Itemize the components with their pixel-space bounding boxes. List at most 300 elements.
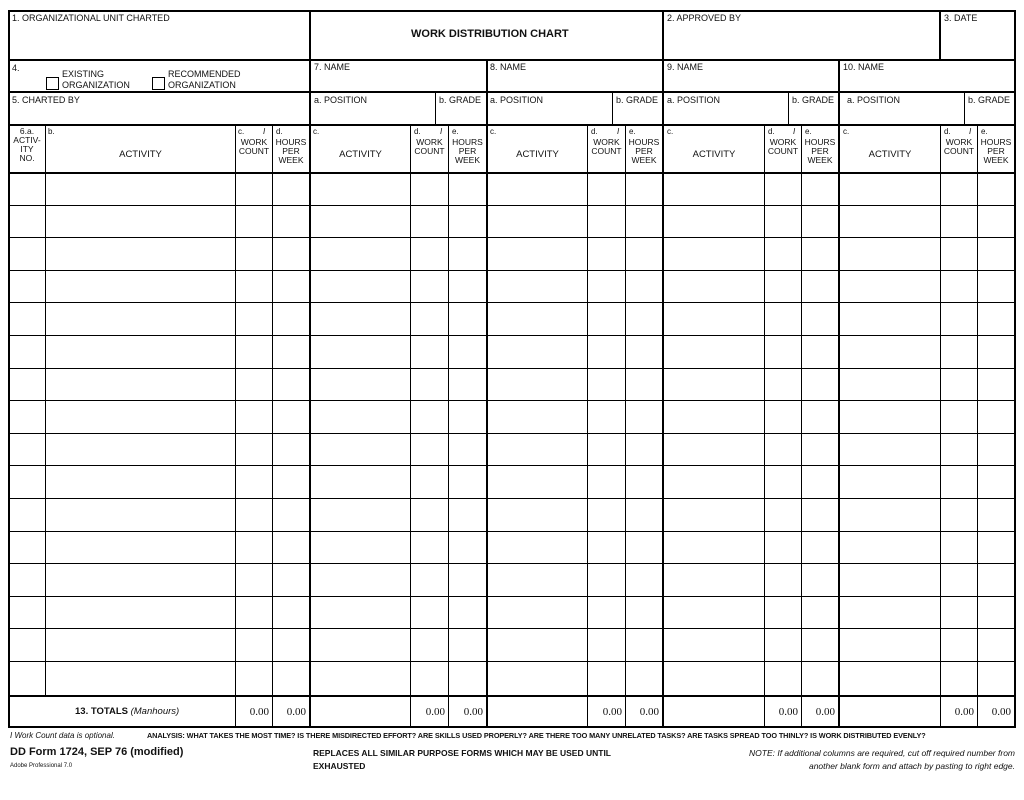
work-count-7-cell[interactable] (411, 630, 446, 660)
hours-10-cell[interactable] (978, 239, 1012, 269)
name-field-8[interactable] (490, 73, 658, 89)
activity-cell[interactable] (46, 402, 233, 432)
name-label-10: 10. NAME (843, 62, 885, 72)
work-count-7-cell[interactable] (411, 207, 446, 237)
hours-9-cell[interactable] (802, 239, 836, 269)
activity-8-cell[interactable] (488, 663, 585, 693)
hours-10-cell[interactable] (978, 304, 1012, 334)
work-count-8-cell[interactable] (588, 630, 623, 660)
hours-cell[interactable] (273, 500, 307, 530)
activity-cell[interactable] (46, 467, 233, 497)
hours-9-cell[interactable] (802, 500, 836, 530)
row-divider (8, 302, 1016, 303)
activity-no-cell[interactable] (10, 239, 43, 269)
work-count-10-cell[interactable] (941, 533, 975, 563)
activity-7-cell[interactable] (311, 272, 408, 302)
activity-8-cell[interactable] (488, 565, 585, 595)
activity-9-cell[interactable] (664, 402, 762, 432)
hours-9-cell[interactable] (802, 272, 836, 302)
activity-9-cell[interactable] (664, 565, 762, 595)
activity-7-cell[interactable] (311, 500, 408, 530)
work-count-9-cell[interactable] (765, 500, 799, 530)
position-label-8: a. POSITION (490, 95, 544, 105)
work-count-9-cell[interactable] (765, 304, 799, 334)
col-10e-letter: e. (981, 127, 988, 136)
hours-7-cell[interactable] (449, 174, 484, 204)
hours-10-cell[interactable] (978, 174, 1012, 204)
hours-8-cell[interactable] (626, 402, 660, 432)
hours-10-cell[interactable] (978, 467, 1012, 497)
activity-7-cell[interactable] (311, 207, 408, 237)
hours-cell[interactable] (273, 435, 307, 465)
hours-7-cell[interactable] (449, 402, 484, 432)
hours-8-cell[interactable] (626, 565, 660, 595)
hours-8-cell[interactable] (626, 337, 660, 367)
activity-7-cell[interactable] (311, 533, 408, 563)
activity-10-cell[interactable] (840, 630, 938, 660)
work-count-7-cell[interactable] (411, 565, 446, 595)
activity-10-cell[interactable] (840, 402, 938, 432)
hours-8-cell[interactable] (626, 500, 660, 530)
work-count-8-cell[interactable] (588, 239, 623, 269)
col-9d-letter: d. (768, 127, 775, 136)
activity-10-cell[interactable] (840, 174, 938, 204)
activity-7-cell[interactable] (311, 663, 408, 693)
work-count-7-cell[interactable] (411, 598, 446, 628)
row-divider (8, 368, 1016, 369)
activity-7-cell[interactable] (311, 402, 408, 432)
hours-per-week-header-9: HOURS PER WEEK (804, 137, 836, 165)
activity-9-cell[interactable] (664, 435, 762, 465)
recommended-label: RECOMMENDED (168, 69, 241, 79)
activity-10-cell[interactable] (840, 565, 938, 595)
work-count-cell[interactable] (236, 663, 270, 693)
work-count-7-cell[interactable] (411, 663, 446, 693)
activity-no-cell[interactable] (10, 272, 43, 302)
work-count-9-cell[interactable] (765, 663, 799, 693)
hours-9-cell[interactable] (802, 304, 836, 334)
work-count-8-cell[interactable] (588, 598, 623, 628)
activity-7-cell[interactable] (311, 467, 408, 497)
activity-8-cell[interactable] (488, 630, 585, 660)
col-9e-letter: e. (805, 127, 812, 136)
activity-cell[interactable] (46, 304, 233, 334)
activity-cell[interactable] (46, 663, 233, 693)
activity-no-cell[interactable] (10, 174, 43, 204)
activity-no-cell[interactable] (10, 533, 43, 563)
hours-10-cell[interactable] (978, 598, 1012, 628)
activity-no-header: 6.a. ACTIV- ITY NO. (13, 126, 41, 163)
work-count-10-cell[interactable] (941, 630, 975, 660)
border-top (8, 10, 1016, 12)
hours-cell[interactable] (273, 337, 307, 367)
activity-no-cell[interactable] (10, 370, 43, 400)
activity-8-cell[interactable] (488, 207, 585, 237)
work-count-8-cell[interactable] (588, 174, 623, 204)
work-count-8-cell[interactable] (588, 370, 623, 400)
hours-7-cell[interactable] (449, 598, 484, 628)
col-8d-letter: d. (591, 127, 598, 136)
activity-cell[interactable] (46, 272, 233, 302)
activity-cell[interactable] (46, 337, 233, 367)
work-count-8-cell[interactable] (588, 467, 623, 497)
name-field-10[interactable] (843, 73, 1011, 89)
hours-8-cell[interactable] (626, 207, 660, 237)
hours-cell[interactable] (273, 272, 307, 302)
hours-9-cell[interactable] (802, 565, 836, 595)
work-count-9-cell[interactable] (765, 565, 799, 595)
activity-8-cell[interactable] (488, 239, 585, 269)
activity-9-cell[interactable] (664, 304, 762, 334)
work-count-cell[interactable] (236, 630, 270, 660)
name-field-9[interactable] (667, 73, 835, 89)
field-4-label: 4. (12, 63, 20, 73)
activity-10-cell[interactable] (840, 467, 938, 497)
hours-7-cell[interactable] (449, 533, 484, 563)
hours-10-cell[interactable] (978, 207, 1012, 237)
hours-10-cell[interactable] (978, 272, 1012, 302)
activity-10-cell[interactable] (840, 207, 938, 237)
work-count-cell[interactable] (236, 500, 270, 530)
work-count-9-cell[interactable] (765, 402, 799, 432)
hours-8-cell[interactable] (626, 663, 660, 693)
hours-7-cell[interactable] (449, 239, 484, 269)
hours-7-cell[interactable] (449, 337, 484, 367)
hours-9-cell[interactable] (802, 337, 836, 367)
hours-9-cell[interactable] (802, 533, 836, 563)
work-count-8-cell[interactable] (588, 663, 623, 693)
hours-9-cell[interactable] (802, 598, 836, 628)
activity-10-cell[interactable] (840, 598, 938, 628)
hours-7-cell[interactable] (449, 435, 484, 465)
date-field[interactable] (944, 24, 1010, 56)
work-count-7-cell[interactable] (411, 533, 446, 563)
hours-7-cell[interactable] (449, 207, 484, 237)
hours-8-cell[interactable] (626, 533, 660, 563)
activity-cell[interactable] (46, 500, 233, 530)
activity-no-cell[interactable] (10, 337, 43, 367)
activity-9-cell[interactable] (664, 663, 762, 693)
activity-10-cell[interactable] (840, 304, 938, 334)
col-7c-letter: c. (313, 127, 320, 136)
activity-cell[interactable] (46, 370, 233, 400)
row-divider (8, 465, 1016, 466)
software-note: Adobe Professional 7.0 (10, 763, 73, 769)
hours-per-week-header-8: HOURS PER WEEK (628, 137, 660, 165)
work-count-10-cell[interactable] (941, 565, 975, 595)
hours-cell[interactable] (273, 174, 307, 204)
totals-label: 13. TOTALS (75, 706, 128, 717)
activity-8-cell[interactable] (488, 533, 585, 563)
total-work-count-10: 0.00 (954, 706, 974, 718)
hours-cell[interactable] (273, 402, 307, 432)
work-count-10-cell[interactable] (941, 239, 975, 269)
work-count-9-cell[interactable] (765, 467, 799, 497)
activity-7-cell[interactable] (311, 239, 408, 269)
charted-by-field[interactable] (12, 106, 306, 122)
note-line-2: another blank form and attach by pasting to right edge. (808, 761, 1015, 771)
hours-10-cell[interactable] (978, 435, 1012, 465)
activity-10-cell[interactable] (840, 533, 938, 563)
hours-8-cell[interactable] (626, 239, 660, 269)
work-count-7-cell[interactable] (411, 337, 446, 367)
work-count-10-cell[interactable] (941, 272, 975, 302)
work-count-8-cell[interactable] (588, 337, 623, 367)
row-divider (8, 335, 1016, 336)
work-count-9-cell[interactable] (765, 337, 799, 367)
activity-7-cell[interactable] (311, 565, 408, 595)
work-count-7-cell[interactable] (411, 304, 446, 334)
date-label: 3. DATE (944, 13, 978, 23)
activity-cell[interactable] (46, 239, 233, 269)
hours-9-cell[interactable] (802, 370, 836, 400)
activity-no-cell[interactable] (10, 207, 43, 237)
hours-cell[interactable] (273, 467, 307, 497)
activity-8-cell[interactable] (488, 272, 585, 302)
activity-no-cell[interactable] (10, 630, 43, 660)
activity-9-cell[interactable] (664, 467, 762, 497)
work-count-10-cell[interactable] (941, 598, 975, 628)
hours-9-cell[interactable] (802, 207, 836, 237)
activity-cell[interactable] (46, 565, 233, 595)
activity-no-cell[interactable] (10, 304, 43, 334)
activity-8-cell[interactable] (488, 467, 585, 497)
hours-9-cell[interactable] (802, 467, 836, 497)
activity-8-cell[interactable] (488, 598, 585, 628)
activity-9-cell[interactable] (664, 630, 762, 660)
hours-7-cell[interactable] (449, 272, 484, 302)
hours-10-cell[interactable] (978, 500, 1012, 530)
activity-10-cell[interactable] (840, 435, 938, 465)
activity-10-cell[interactable] (840, 337, 938, 367)
activity-cell[interactable] (46, 630, 233, 660)
work-count-7-cell[interactable] (411, 174, 446, 204)
row1-divider-a (309, 10, 311, 60)
work-count-cell[interactable] (236, 272, 270, 302)
activity-8-cell[interactable] (488, 435, 585, 465)
work-count-7-cell[interactable] (411, 370, 446, 400)
hours-8-cell[interactable] (626, 630, 660, 660)
activity-7-cell[interactable] (311, 630, 408, 660)
hours-7-cell[interactable] (449, 500, 484, 530)
hours-9-cell[interactable] (802, 630, 836, 660)
hours-cell[interactable] (273, 565, 307, 595)
hours-7-cell[interactable] (449, 467, 484, 497)
work-count-7-cell[interactable] (411, 402, 446, 432)
work-count-cell[interactable] (236, 467, 270, 497)
hours-10-cell[interactable] (978, 337, 1012, 367)
work-count-10-cell[interactable] (941, 663, 975, 693)
work-count-10-cell[interactable] (941, 402, 975, 432)
hours-10-cell[interactable] (978, 370, 1012, 400)
work-count-cell[interactable] (236, 370, 270, 400)
work-count-8-cell[interactable] (588, 500, 623, 530)
hours-cell[interactable] (273, 533, 307, 563)
work-count-cell[interactable] (236, 304, 270, 334)
work-count-9-cell[interactable] (765, 207, 799, 237)
work-count-cell[interactable] (236, 174, 270, 204)
work-count-10-cell[interactable] (941, 337, 975, 367)
activity-9-cell[interactable] (664, 370, 762, 400)
work-count-7-cell[interactable] (411, 272, 446, 302)
approved-by-field[interactable] (667, 24, 935, 56)
activity-no-cell[interactable] (10, 402, 43, 432)
total-work-count-9: 0.00 (778, 706, 798, 718)
work-count-header-10: WORK COUNT (943, 137, 975, 156)
activity-9-cell[interactable] (664, 337, 762, 367)
hours-9-cell[interactable] (802, 663, 836, 693)
hours-9-cell[interactable] (802, 174, 836, 204)
hours-7-cell[interactable] (449, 663, 484, 693)
activity-cell[interactable] (46, 533, 233, 563)
activity-9-cell[interactable] (664, 533, 762, 563)
hours-cell[interactable] (273, 239, 307, 269)
hours-cell[interactable] (273, 598, 307, 628)
existing-organization-checkbox[interactable] (46, 77, 59, 90)
work-count-10-cell[interactable] (941, 174, 975, 204)
work-count-cell[interactable] (236, 565, 270, 595)
activity-no-cell[interactable] (10, 598, 43, 628)
work-count-9-cell[interactable] (765, 598, 799, 628)
work-count-7-cell[interactable] (411, 435, 446, 465)
activity-8-cell[interactable] (488, 370, 585, 400)
work-count-7-cell[interactable] (411, 239, 446, 269)
work-count-10-cell[interactable] (941, 304, 975, 334)
hours-cell[interactable] (273, 370, 307, 400)
grade-label-9: b. GRADE (792, 95, 835, 105)
activity-10-cell[interactable] (840, 663, 938, 693)
org-unit-field[interactable] (12, 24, 306, 56)
totals-top (8, 695, 1016, 697)
hours-cell[interactable] (273, 663, 307, 693)
work-count-cell[interactable] (236, 598, 270, 628)
hours-9-cell[interactable] (802, 402, 836, 432)
hours-8-cell[interactable] (626, 174, 660, 204)
activity-7-cell[interactable] (311, 174, 408, 204)
hours-8-cell[interactable] (626, 370, 660, 400)
hours-8-cell[interactable] (626, 304, 660, 334)
activity-9-cell[interactable] (664, 207, 762, 237)
work-count-10-cell[interactable] (941, 500, 975, 530)
work-count-9-cell[interactable] (765, 239, 799, 269)
work-count-cell[interactable] (236, 207, 270, 237)
work-count-8-cell[interactable] (588, 565, 623, 595)
work-count-8-cell[interactable] (588, 207, 623, 237)
activity-no-cell[interactable] (10, 500, 43, 530)
work-count-cell[interactable] (236, 337, 270, 367)
activity-header-7: ACTIVITY (339, 149, 382, 160)
activity-10-cell[interactable] (840, 500, 938, 530)
work-count-10-cell[interactable] (941, 370, 975, 400)
hours-8-cell[interactable] (626, 467, 660, 497)
work-count-7-cell[interactable] (411, 500, 446, 530)
hours-7-cell[interactable] (449, 370, 484, 400)
hours-8-cell[interactable] (626, 435, 660, 465)
hours-7-cell[interactable] (449, 630, 484, 660)
work-count-9-cell[interactable] (765, 435, 799, 465)
work-count-cell[interactable] (236, 239, 270, 269)
hours-10-cell[interactable] (978, 663, 1012, 693)
activity-7-cell[interactable] (311, 370, 408, 400)
activity-8-cell[interactable] (488, 174, 585, 204)
activity-8-cell[interactable] (488, 337, 585, 367)
activity-no-cell[interactable] (10, 565, 43, 595)
recommended-organization-checkbox[interactable] (152, 77, 165, 90)
work-count-8-cell[interactable] (588, 304, 623, 334)
name-field-7[interactable] (314, 73, 482, 89)
activity-9-cell[interactable] (664, 239, 762, 269)
hours-9-cell[interactable] (802, 435, 836, 465)
activity-cell[interactable] (46, 207, 233, 237)
work-count-8-cell[interactable] (588, 533, 623, 563)
activity-9-cell[interactable] (664, 500, 762, 530)
activity-cell[interactable] (46, 598, 233, 628)
total-hours-10: 0.00 (991, 706, 1011, 718)
activity-9-cell[interactable] (664, 272, 762, 302)
activity-8-cell[interactable] (488, 500, 585, 530)
activity-10-cell[interactable] (840, 239, 938, 269)
activity-9-cell[interactable] (664, 598, 762, 628)
activity-no-cell[interactable] (10, 663, 43, 693)
activity-cell[interactable] (46, 174, 233, 204)
hours-8-cell[interactable] (626, 598, 660, 628)
activity-7-cell[interactable] (311, 598, 408, 628)
hours-7-cell[interactable] (449, 304, 484, 334)
hours-10-cell[interactable] (978, 533, 1012, 563)
grade-label-10: b. GRADE (968, 95, 1011, 105)
activity-7-cell[interactable] (311, 337, 408, 367)
work-count-cell[interactable] (236, 402, 270, 432)
work-count-9-cell[interactable] (765, 630, 799, 660)
hours-10-cell[interactable] (978, 630, 1012, 660)
hours-cell[interactable] (273, 207, 307, 237)
activity-8-cell[interactable] (488, 304, 585, 334)
work-count-8-cell[interactable] (588, 435, 623, 465)
position-label-9: a. POSITION (667, 95, 721, 105)
hours-cell[interactable] (273, 304, 307, 334)
hours-8-cell[interactable] (626, 272, 660, 302)
hours-10-cell[interactable] (978, 402, 1012, 432)
work-count-7-cell[interactable] (411, 467, 446, 497)
work-count-cell[interactable] (236, 533, 270, 563)
activity-no-cell[interactable] (10, 435, 43, 465)
header-row-divider-3 (8, 124, 1016, 126)
work-count-9-cell[interactable] (765, 533, 799, 563)
col-9c-letter: c. (667, 127, 674, 136)
activity-7-cell[interactable] (311, 435, 408, 465)
work-count-cell[interactable] (236, 435, 270, 465)
activity-10-cell[interactable] (840, 370, 938, 400)
activity-9-cell[interactable] (664, 174, 762, 204)
work-count-9-cell[interactable] (765, 370, 799, 400)
work-count-10-cell[interactable] (941, 467, 975, 497)
activity-cell[interactable] (46, 435, 233, 465)
work-count-8-cell[interactable] (588, 272, 623, 302)
approved-by-label: 2. APPROVED BY (667, 13, 742, 23)
work-count-9-cell[interactable] (765, 174, 799, 204)
activity-10-cell[interactable] (840, 272, 938, 302)
work-count-10-cell[interactable] (941, 435, 975, 465)
activity-8-cell[interactable] (488, 402, 585, 432)
work-count-9-cell[interactable] (765, 272, 799, 302)
work-count-8-cell[interactable] (588, 402, 623, 432)
hours-10-cell[interactable] (978, 565, 1012, 595)
hours-7-cell[interactable] (449, 565, 484, 595)
activity-7-cell[interactable] (311, 304, 408, 334)
activity-no-cell[interactable] (10, 467, 43, 497)
hours-cell[interactable] (273, 630, 307, 660)
work-count-10-cell[interactable] (941, 207, 975, 237)
